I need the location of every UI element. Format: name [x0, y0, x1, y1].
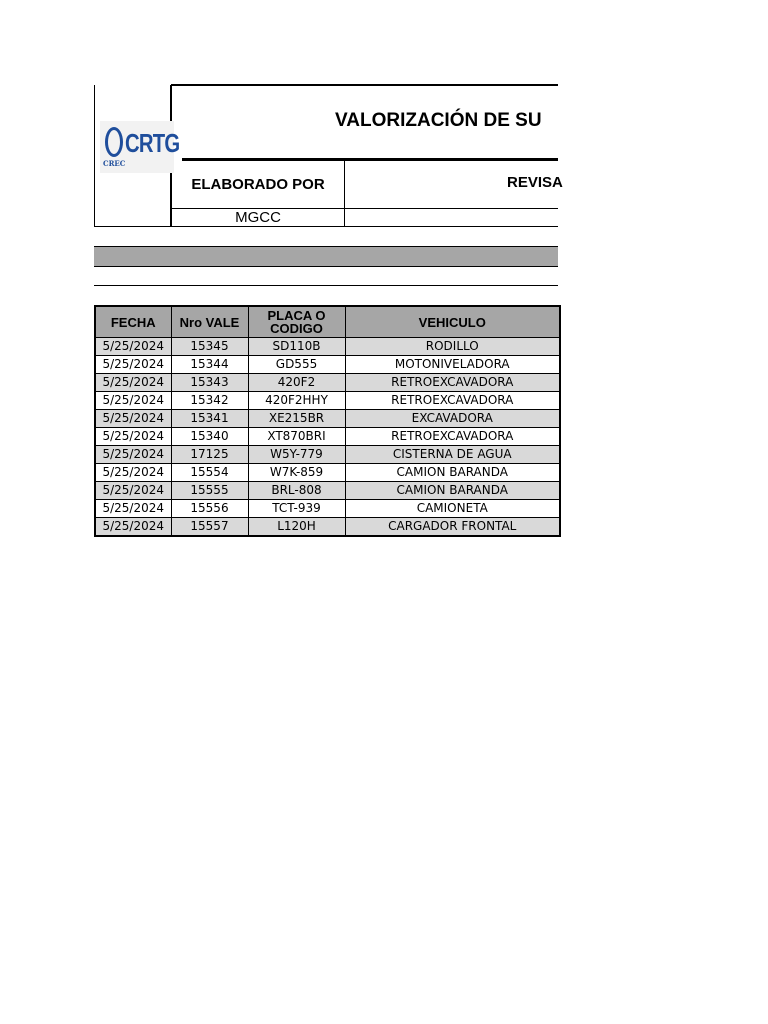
cell-vehiculo: MOTONIVELADORA — [345, 356, 560, 374]
cell-placa: W5Y-779 — [248, 446, 345, 464]
cell-placa: 420F2HHY — [248, 392, 345, 410]
elaborado-value: MGCC — [235, 209, 281, 226]
cell-fecha: 5/25/2024 — [95, 500, 171, 518]
column-header-placa — [248, 306, 345, 338]
document-title: VALORIZACIÓN DE SU — [335, 110, 542, 131]
cell-vehiculo: CAMION BARANDA — [345, 464, 560, 482]
cell-placa: SD110B — [248, 338, 345, 356]
table-row — [95, 500, 560, 518]
cell-vale: 17125 — [171, 446, 248, 464]
cell-placa: 420F2 — [248, 374, 345, 392]
cell-vale: 15554 — [171, 464, 248, 482]
cell-fecha: 5/25/2024 — [95, 446, 171, 464]
logo-text: CRTG — [125, 128, 180, 158]
table-row — [95, 482, 560, 500]
cell-vale: 15341 — [171, 410, 248, 428]
cell-vehiculo: EXCAVADORA — [345, 410, 560, 428]
cell-fecha: 5/25/2024 — [95, 428, 171, 446]
column-header-vehiculo: VEHICULO — [345, 306, 560, 338]
cell-placa: XE215BR — [248, 410, 345, 428]
cell-vehiculo: RETROEXCAVADORA — [345, 392, 560, 410]
cell-fecha: 5/25/2024 — [95, 464, 171, 482]
cell-vehiculo: RETROEXCAVADORA — [345, 374, 560, 392]
cell-placa: TCT-939 — [248, 500, 345, 518]
title-top-border — [171, 84, 558, 86]
section-band — [94, 246, 558, 267]
table-row — [95, 374, 560, 392]
cell-vehiculo: RODILLO — [345, 338, 560, 356]
cell-vale: 15345 — [171, 338, 248, 356]
header-column-border — [344, 160, 345, 227]
cell-fecha: 5/25/2024 — [95, 356, 171, 374]
column-header-fecha: FECHA — [95, 306, 171, 338]
cell-vehiculo: CISTERNA DE AGUA — [345, 446, 560, 464]
cell-vale: 15556 — [171, 500, 248, 518]
logo-emblem-icon — [105, 127, 123, 157]
cell-vale: 15555 — [171, 482, 248, 500]
table-row — [95, 338, 560, 356]
divider — [94, 285, 558, 286]
cell-vehiculo: RETROEXCAVADORA — [345, 428, 560, 446]
header-left-border — [94, 85, 95, 227]
cell-vale: 15340 — [171, 428, 248, 446]
header-bottom-border — [94, 226, 558, 227]
vales-table — [94, 305, 561, 537]
revisado-label: REVISA — [507, 174, 563, 191]
logo-subtext: CREC — [103, 159, 126, 168]
cell-placa: W7K-859 — [248, 464, 345, 482]
cell-fecha: 5/25/2024 — [95, 392, 171, 410]
cell-fecha: 5/25/2024 — [95, 518, 171, 537]
column-header-vale: Nro VALE — [171, 306, 248, 338]
cell-placa: XT870BRI — [248, 428, 345, 446]
table-row — [95, 446, 560, 464]
table-row — [95, 518, 560, 537]
company-logo — [100, 121, 180, 173]
cell-fecha: 5/25/2024 — [95, 374, 171, 392]
cell-vehiculo: CAMIONETA — [345, 500, 560, 518]
cell-vehiculo: CAMION BARANDA — [345, 482, 560, 500]
table-row — [95, 392, 560, 410]
cell-placa: L120H — [248, 518, 345, 537]
table-row — [95, 464, 560, 482]
cell-placa: BRL-808 — [248, 482, 345, 500]
cell-fecha: 5/25/2024 — [95, 482, 171, 500]
cell-vehiculo: CARGADOR FRONTAL — [345, 518, 560, 537]
column-header-placa-label: PLACA O CODIGO — [267, 308, 326, 336]
cell-fecha: 5/25/2024 — [95, 410, 171, 428]
cell-vale: 15557 — [171, 518, 248, 537]
table-row — [95, 356, 560, 374]
cell-fecha: 5/25/2024 — [95, 338, 171, 356]
table-header-row — [95, 306, 560, 338]
cell-vale: 15343 — [171, 374, 248, 392]
table-row — [95, 428, 560, 446]
elaborado-label: ELABORADO POR — [191, 175, 325, 193]
cell-vale: 15344 — [171, 356, 248, 374]
table-row — [95, 410, 560, 428]
cell-placa: GD555 — [248, 356, 345, 374]
cell-vale: 15342 — [171, 392, 248, 410]
